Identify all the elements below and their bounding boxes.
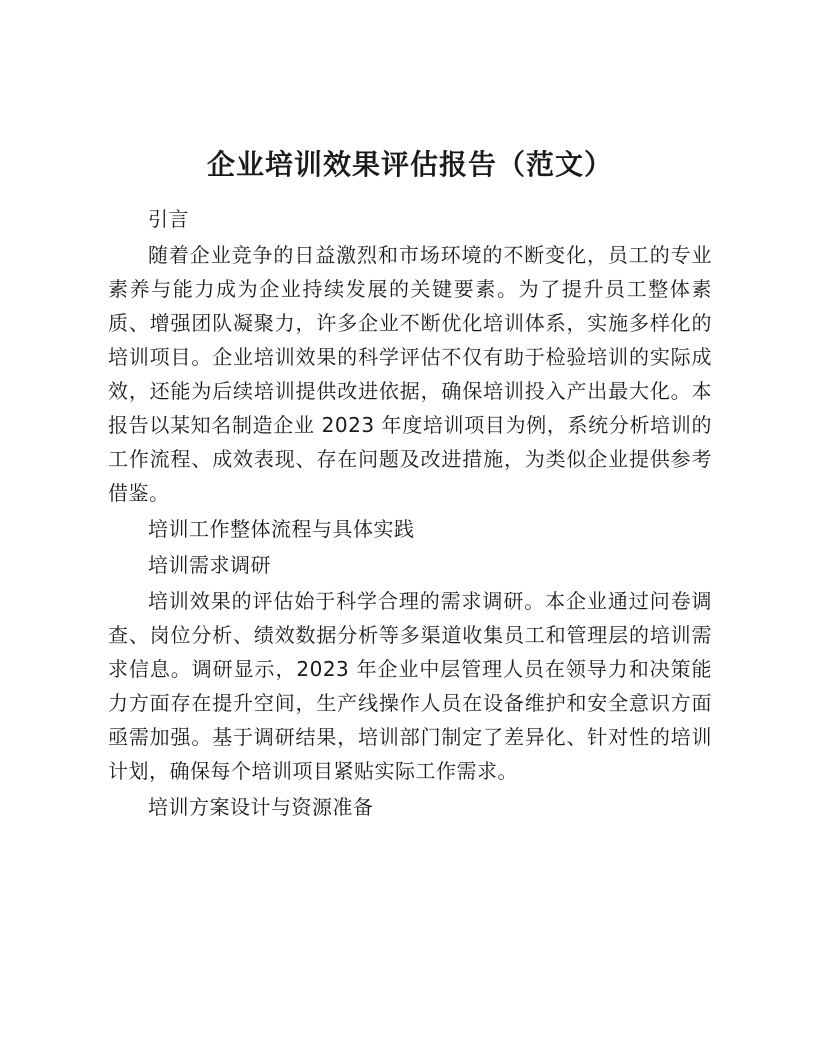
document-title: 企业培训效果评估报告（范文） xyxy=(206,148,613,181)
section-heading-intro: 引言 xyxy=(148,207,189,231)
section-heading-process: 培训工作整体流程与具体实践 xyxy=(148,517,415,541)
needs-paragraph: 培训效果的评估始于科学合理的需求调研。本企业通过问卷调查、岗位分析、绩效数据分析等多渠道收集员工和管理层的培训需求信息。调研显示，2023 年企业中层管理人员在领导力和决策能力方面存在提升空间，生产线操作人员在设备维护和安全意识方面亟需加强。基于调研结果，培训部门制定了差异化、针对性的培训计划，确保每个培训项目紧贴实际工作需求。 xyxy=(108,589,712,783)
intro-paragraph: 随着企业竞争的日益激烈和市场环境的不断变化，员工的专业素养与能力成为企业持续发展的关键要素。为了提升员工整体素质、增强团队凝聚力，许多企业不断优化培训体系，实施多样化的培训项目。企业培训效果的科学评估不仅有助于检验培训的实际成效，还能为后续培训提供改进依据，确保培训投入产出最大化。本报告以某知名制造企业 2023 年度培训项目为例，系统分析培训的工作流程、成效表现、存在问题及改进措施，为类似企业提供参考借鉴。 xyxy=(108,243,712,505)
subsection-heading-needs: 培训需求调研 xyxy=(148,553,271,577)
subsection-heading-design: 培训方案设计与资源准备 xyxy=(148,795,374,819)
document-page xyxy=(108,140,712,824)
